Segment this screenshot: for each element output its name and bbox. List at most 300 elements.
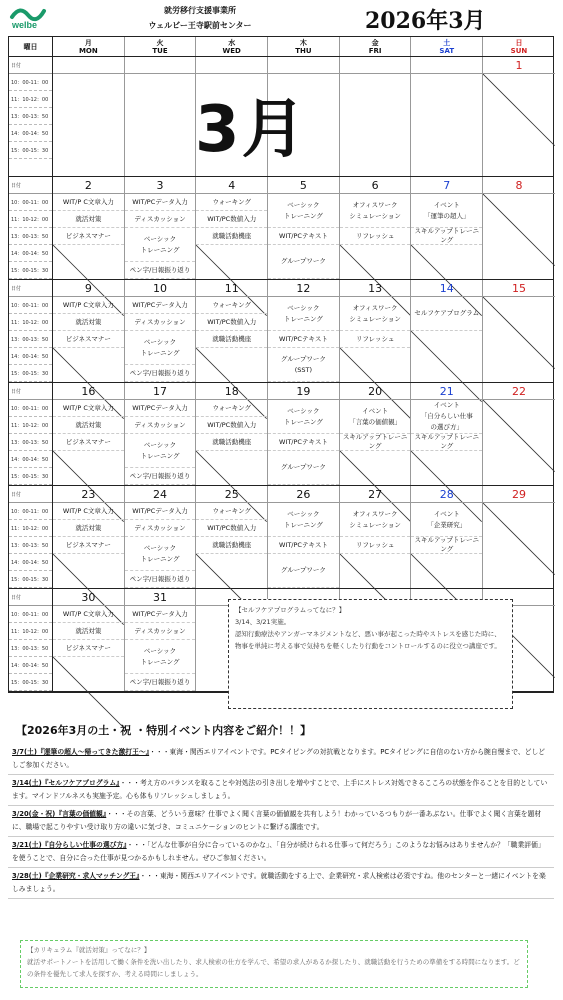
day-cell <box>53 383 125 485</box>
cell-body <box>340 74 411 159</box>
time-column <box>9 57 53 176</box>
cell-body <box>411 297 482 382</box>
diagonal-line <box>483 503 555 575</box>
day-header-mon <box>53 37 125 56</box>
cell-body <box>125 400 196 485</box>
day-cell <box>411 57 483 176</box>
empty-slot <box>340 451 411 485</box>
cell-body <box>483 297 555 382</box>
activity: WIT/P C文章入力 <box>53 503 124 520</box>
event-item <box>8 806 554 837</box>
activity: ベーシック トレーニング <box>268 503 339 537</box>
cell-body <box>340 503 411 588</box>
activity: ディスカッション <box>125 520 196 537</box>
time-column <box>9 177 53 279</box>
time-slot: 10：00-11：00 <box>9 74 52 91</box>
date-number <box>53 57 124 74</box>
event-item <box>8 775 554 806</box>
empty-slot <box>411 451 482 485</box>
cell-body <box>411 194 482 279</box>
event-body: ・・・東海・関西エリアイベントです。PCタイピングの対抗戦となります。PCタイピングに自信のない方から腕自慢まで、どしどしご参加ください。 <box>12 748 546 769</box>
activity: ペン字/日報振り返り <box>125 674 196 691</box>
activity: ウォーキング <box>196 503 267 520</box>
time-column <box>9 589 53 691</box>
date-number: 23 <box>53 486 124 503</box>
event-body: ・・・考え方のバランスを取ることや対処法の引き出しを増やすことで、上手にストレス対処できるこころの状態を作ることを目的としています。マインドフルネスも実施予定。心も体もリフレッシュしましょう。 <box>12 779 548 800</box>
activity: セルフケアプログラム <box>411 297 482 331</box>
event-head: 3/28(土)『企業研究・求人マッチング王』 <box>12 872 140 880</box>
corner-cell: 曜日 <box>9 37 53 56</box>
activity: ビジネスマナー <box>53 537 124 554</box>
empty-slot <box>53 657 124 691</box>
date-number: 13 <box>340 280 411 297</box>
note-title: 【セルフケアプログラムってなに？】 <box>235 606 346 614</box>
activity: スキルアップトレーニング <box>411 537 482 554</box>
diagonal-line <box>483 74 555 146</box>
curriculum-title: 【カリキュラム『就活対策』ってなに？】 <box>27 946 151 954</box>
cell-body <box>411 400 482 485</box>
activity: 就職活動機座 <box>196 228 267 245</box>
time-column <box>9 280 53 382</box>
time-slot: 14：00-14：50 <box>9 245 52 262</box>
activity: 就活対策 <box>53 623 124 640</box>
time-slot: 13：00-13：50 <box>9 228 52 245</box>
big-month-label: 3月 <box>195 93 308 167</box>
cell-body <box>196 297 267 382</box>
time-slot: 14：00-14：50 <box>9 348 52 365</box>
event-head: 3/21(土)『自分らしい仕事の選び方』 <box>12 841 127 849</box>
date-number: 12 <box>268 280 339 297</box>
activity: ベーシック トレーニング <box>125 434 196 468</box>
time-slot: 13：00-13：50 <box>9 108 52 125</box>
date-number: 28 <box>411 486 482 503</box>
activity: グループワーク <box>268 451 339 485</box>
event-body: ・・・その言葉、どういう意味？仕事でよく聞く言葉の価値観を共有しよう！わかっているつもりが一番あぶない。仕事でよく聞く言葉を題材に、職場で起こりやすい受け取り方の違いに気づき、コミュニケーションのヒントに繋げる講座です。 <box>12 810 542 831</box>
day-cell <box>340 280 412 382</box>
cell-body <box>268 400 339 485</box>
time-slot: 13：00-13：50 <box>9 640 52 657</box>
cell-body <box>196 194 267 279</box>
activity: WIT/PC数値入力 <box>196 520 267 537</box>
event-head: 3/20(金・祝)『言葉の価値観』 <box>12 810 107 818</box>
day-cell <box>196 486 268 588</box>
date-number: 26 <box>268 486 339 503</box>
activity: WIT/P C文章入力 <box>53 400 124 417</box>
event-body: ・・・東海・関西エリアイベントです。就職活動をする上で、企業研究・求人検索は必須ですね。他のセンターと一緒にイベントを楽しみましょう。 <box>12 872 546 893</box>
empty-slot <box>53 451 124 485</box>
day-cell <box>53 57 125 176</box>
cell-body <box>483 194 555 279</box>
day-cell <box>268 177 340 279</box>
empty-slot <box>340 245 411 279</box>
cell-body <box>483 400 555 485</box>
time-slot: 15：00-15：30 <box>9 468 52 485</box>
activity: ベーシック トレーニング <box>268 194 339 228</box>
date-number: 31 <box>125 589 196 606</box>
date-number: 22 <box>483 383 555 400</box>
time-slot: 11：10-12：00 <box>9 314 52 331</box>
diagonal-line <box>483 297 555 369</box>
day-header-thu <box>268 37 340 56</box>
day-cell <box>125 589 197 691</box>
selfcare-note <box>228 599 513 709</box>
activity: リフレッシュ <box>340 331 411 348</box>
activity: ベーシック トレーニング <box>268 297 339 331</box>
date-label: 日付 <box>9 57 52 74</box>
day-cell <box>340 383 412 485</box>
day-cell <box>483 177 555 279</box>
activity: スキルアップトレーニング <box>411 434 482 451</box>
date-number: 14 <box>411 280 482 297</box>
day-header-sun <box>483 37 555 56</box>
empty-slot <box>196 451 267 485</box>
day-cell <box>125 280 197 382</box>
event-item <box>8 837 554 868</box>
event-item <box>8 868 554 899</box>
day-cell <box>411 383 483 485</box>
time-slot: 10：00-11：00 <box>9 503 52 520</box>
diagonal-line <box>483 400 555 472</box>
cell-body <box>268 297 339 382</box>
diagonal-line <box>53 657 124 728</box>
cell-body <box>125 74 196 159</box>
cell-body <box>411 503 482 588</box>
diagonal-line <box>483 194 555 266</box>
cell-body <box>196 503 267 588</box>
date-number: 5 <box>268 177 339 194</box>
activity: オフィスワーク シミュレーション <box>340 503 411 537</box>
day-cell <box>125 383 197 485</box>
activity: ベーシック トレーニング <box>125 228 196 262</box>
time-slot: 14：00-14：50 <box>9 554 52 571</box>
date-number: 17 <box>125 383 196 400</box>
day-cell <box>268 486 340 588</box>
date-number: 10 <box>125 280 196 297</box>
section-title: 【2026年3月の土・祝 ・特別イベント内容をご紹介！！】 <box>16 724 312 737</box>
day-cell <box>125 177 197 279</box>
empty-slot <box>411 245 482 279</box>
day-en: WED <box>222 46 241 55</box>
day-header-fri <box>340 37 412 56</box>
activity: WIT/PCデータ入力 <box>125 400 196 417</box>
cell-body <box>53 400 124 485</box>
time-slot: 10：00-11：00 <box>9 606 52 623</box>
activity: ペン字/日報振り返り <box>125 262 196 279</box>
activity: グループワーク <box>268 554 339 588</box>
activity: ベーシック トレーニング <box>125 537 196 571</box>
activity: ベーシック トレーニング <box>268 400 339 434</box>
cell-body <box>340 297 411 382</box>
cell-body <box>268 503 339 588</box>
week-row <box>9 383 553 486</box>
time-slot: 10：00-11：00 <box>9 400 52 417</box>
day-jp: 木 <box>299 38 307 47</box>
date-label: 日付 <box>9 383 52 400</box>
time-slot: 11：10-12：00 <box>9 211 52 228</box>
day-cell <box>53 177 125 279</box>
activity: 就活対策 <box>53 211 124 228</box>
activity: スキルアップトレーニング <box>340 434 411 451</box>
logo-text: welbe <box>12 20 38 30</box>
time-slot: 11：10-12：00 <box>9 520 52 537</box>
day-en: MON <box>78 46 98 55</box>
cell-body <box>53 74 124 159</box>
time-slot: 11：10-12：00 <box>9 417 52 434</box>
cell-body <box>53 606 124 691</box>
activity: WIT/PCテキスト <box>268 228 339 245</box>
time-slot: 15：00-15：30 <box>9 142 52 159</box>
activity: WIT/PCデータ入力 <box>125 194 196 211</box>
date-number: 20 <box>340 383 411 400</box>
empty-slot <box>53 245 124 279</box>
activity: ディスカッション <box>125 623 196 640</box>
activity: ビジネスマナー <box>53 640 124 657</box>
activity: ペン字/日報振り返り <box>125 365 196 382</box>
date-number: 18 <box>196 383 267 400</box>
activity: 就活対策 <box>53 314 124 331</box>
activity: ビジネスマナー <box>53 331 124 348</box>
event-item <box>8 744 554 775</box>
note-body: 認知行動療法やアンガーマネジメントなど、悪い事が起こった時やストレスを感じた時に、物事を単純に考える事で気持ちを軽くしたり行動をコントロールするのに役立つ講座です。 <box>235 630 501 650</box>
time-slot: 11：10-12：00 <box>9 91 52 108</box>
activity: WIT/PCデータ入力 <box>125 297 196 314</box>
time-slot: 14：00-14：50 <box>9 125 52 142</box>
empty-slot <box>53 348 124 382</box>
curriculum-body: 就活サポートノートを活用して働く条件を洗い出したり、求人検索の仕方を学んで、希望の求人があるか探したり、就職活動を行うための準備をする時間になります。どの条件を優先して求人を探すか、考える時間にしましょう。 <box>27 958 520 978</box>
date-number <box>196 57 267 74</box>
activity: ウォーキング <box>196 194 267 211</box>
date-number: 2 <box>53 177 124 194</box>
cell-body <box>125 194 196 279</box>
time-slot: 13：00-13：50 <box>9 537 52 554</box>
activity: WIT/P C文章入力 <box>53 297 124 314</box>
time-slot: 14：00-14：50 <box>9 451 52 468</box>
cell-body <box>268 194 339 279</box>
day-en: SAT <box>439 46 455 55</box>
note-line1: 3/14、3/21実施。 <box>235 618 291 626</box>
date-label: 日付 <box>9 280 52 297</box>
activity: オフィスワーク シミュレーション <box>340 297 411 331</box>
cell-body <box>411 74 482 159</box>
time-slot: 15：00-15：30 <box>9 365 52 382</box>
day-cell <box>340 486 412 588</box>
day-cell <box>53 486 125 588</box>
time-column <box>9 486 53 588</box>
time-slot: 15：00-15：30 <box>9 674 52 691</box>
activity: ディスカッション <box>125 211 196 228</box>
activity: オフィスワーク シミュレーション <box>340 194 411 228</box>
event-body: ・・・「どんな仕事が自分に合っているのかな」、「自分が続けられる仕事って何だろう」このようなお悩みはありませんか？「職業評価」を使うことで、自分に合った仕事が見つかるかもしれません。ぜひご参加ください。 <box>12 841 545 862</box>
cell-body <box>53 503 124 588</box>
activity: リフレッシュ <box>340 228 411 245</box>
time-slot: 13：00-13：50 <box>9 331 52 348</box>
event-head: 3/7(土)『運筆の超人～帰ってきた激打王～』 <box>12 748 150 756</box>
date-number <box>268 57 339 74</box>
day-cell <box>411 280 483 382</box>
date-number <box>411 57 482 74</box>
activity: 就活対策 <box>53 520 124 537</box>
activity: ディスカッション <box>125 314 196 331</box>
day-cell <box>483 383 555 485</box>
day-jp: 月 <box>84 38 92 47</box>
day-cell <box>411 177 483 279</box>
date-number: 9 <box>53 280 124 297</box>
activity: ビジネスマナー <box>53 434 124 451</box>
date-label: 日付 <box>9 486 52 503</box>
activity: イベント 「自分らしい仕事 の選び方」 <box>411 400 482 434</box>
date-number: 25 <box>196 486 267 503</box>
activity: WIT/PCデータ入力 <box>125 606 196 623</box>
activity: ウォーキング <box>196 297 267 314</box>
day-en: FRI <box>368 46 382 55</box>
activity: イベント 「運筆の超人」 <box>411 194 482 228</box>
time-slot: 15：00-15：30 <box>9 571 52 588</box>
day-jp: 火 <box>156 38 164 47</box>
activity: 就職活動機座 <box>196 331 267 348</box>
time-slot: 15：00-15：30 <box>9 262 52 279</box>
time-column <box>9 383 53 485</box>
activity: WIT/P C文章入力 <box>53 194 124 211</box>
activity: ベーシック トレーニング <box>125 331 196 365</box>
cell-body <box>125 503 196 588</box>
empty-slot <box>411 331 482 382</box>
day-cell <box>53 280 125 382</box>
header <box>0 0 563 36</box>
day-en: TUE <box>152 46 168 55</box>
cell-body <box>53 194 124 279</box>
date-number: 30 <box>53 589 124 606</box>
curriculum-note <box>20 940 528 988</box>
date-number: 3 <box>125 177 196 194</box>
time-slot: 13：00-13：50 <box>9 434 52 451</box>
day-en: THU <box>295 46 312 55</box>
activity: ベーシック トレーニング <box>125 640 196 674</box>
activity: 就職活動機座 <box>196 537 267 554</box>
date-number <box>125 57 196 74</box>
activity: WIT/P C文章入力 <box>53 606 124 623</box>
empty-slot <box>53 554 124 588</box>
day-cell <box>483 57 555 176</box>
activity: イベント 「企業研究」 <box>411 503 482 537</box>
activity: WIT/PC数値入力 <box>196 314 267 331</box>
cell-body <box>125 297 196 382</box>
day-cell <box>53 589 125 691</box>
day-cell <box>125 57 197 176</box>
date-number: 16 <box>53 383 124 400</box>
activity: WIT/PC数値入力 <box>196 417 267 434</box>
cell-body <box>483 74 555 159</box>
activity: WIT/PCデータ入力 <box>125 503 196 520</box>
activity: WIT/PCテキスト <box>268 434 339 451</box>
time-slot: 10：00-11：00 <box>9 297 52 314</box>
activity: WIT/PCテキスト <box>268 537 339 554</box>
date-number: 1 <box>483 57 555 74</box>
date-number: 4 <box>196 177 267 194</box>
empty-slot <box>196 348 267 382</box>
date-number: 8 <box>483 177 555 194</box>
year-month-title: 2026年3月 <box>365 8 486 34</box>
day-jp: 金 <box>371 38 379 47</box>
week-row <box>9 177 553 280</box>
activity: スキルアップトレーニング <box>411 228 482 245</box>
day-cell <box>411 486 483 588</box>
empty-slot <box>340 554 411 588</box>
activity: ペン字/日報振り返り <box>125 571 196 588</box>
event-head: 3/14(土)『セルフケアプログラム』 <box>12 779 120 787</box>
date-number: 27 <box>340 486 411 503</box>
empty-slot <box>196 554 267 588</box>
day-cell <box>196 383 268 485</box>
activity: リフレッシュ <box>340 537 411 554</box>
date-number <box>340 57 411 74</box>
time-slot: 10：00-11：00 <box>9 194 52 211</box>
day-cell <box>196 280 268 382</box>
day-cell <box>268 383 340 485</box>
date-number: 21 <box>411 383 482 400</box>
day-jp: 土 <box>443 38 451 47</box>
cell-body <box>483 503 555 588</box>
day-cell <box>196 177 268 279</box>
activity: グループワーク (SST) <box>268 348 339 382</box>
cell-body <box>340 400 411 485</box>
day-jp: 水 <box>228 38 236 47</box>
org-line2: ウェルビー王寺駅前センター <box>148 21 252 30</box>
date-label: 日付 <box>9 177 52 194</box>
cell-body <box>196 400 267 485</box>
date-number: 29 <box>483 486 555 503</box>
day-header-wed <box>196 37 268 56</box>
week-row <box>9 486 553 589</box>
day-header-row <box>9 37 553 57</box>
empty-slot <box>196 245 267 279</box>
day-jp: 日 <box>515 38 523 47</box>
day-en: SUN <box>510 46 528 55</box>
activity: グループワーク <box>268 245 339 279</box>
empty-slot <box>340 348 411 382</box>
activity: ウォーキング <box>196 400 267 417</box>
date-number: 11 <box>196 280 267 297</box>
activity: 就活対策 <box>53 417 124 434</box>
org-line1: 就労移行支援事業所 <box>164 6 236 15</box>
activity: WIT/PCテキスト <box>268 331 339 348</box>
cell-body <box>340 194 411 279</box>
date-number: 24 <box>125 486 196 503</box>
day-cell <box>483 280 555 382</box>
activity: WIT/PC数値入力 <box>196 211 267 228</box>
day-cell <box>268 280 340 382</box>
date-number: 15 <box>483 280 555 297</box>
activity: ペン字/日報振り返り <box>125 468 196 485</box>
time-slot: 14：00-14：50 <box>9 657 52 674</box>
activity: 就職活動機座 <box>196 434 267 451</box>
activity: イベント 「言葉の価値観」 <box>340 400 411 434</box>
cell-body <box>53 297 124 382</box>
date-number: 7 <box>411 177 482 194</box>
empty-slot <box>411 554 482 588</box>
day-cell <box>483 486 555 588</box>
activity: ディスカッション <box>125 417 196 434</box>
activity: ビジネスマナー <box>53 228 124 245</box>
date-number: 19 <box>268 383 339 400</box>
date-label: 日付 <box>9 589 52 606</box>
day-cell <box>340 177 412 279</box>
cell-body <box>125 606 196 691</box>
org-name <box>145 3 255 33</box>
week-row <box>9 280 553 383</box>
time-slot: 11：10-12：00 <box>9 623 52 640</box>
day-header-tue <box>125 37 197 56</box>
day-cell <box>340 57 412 176</box>
